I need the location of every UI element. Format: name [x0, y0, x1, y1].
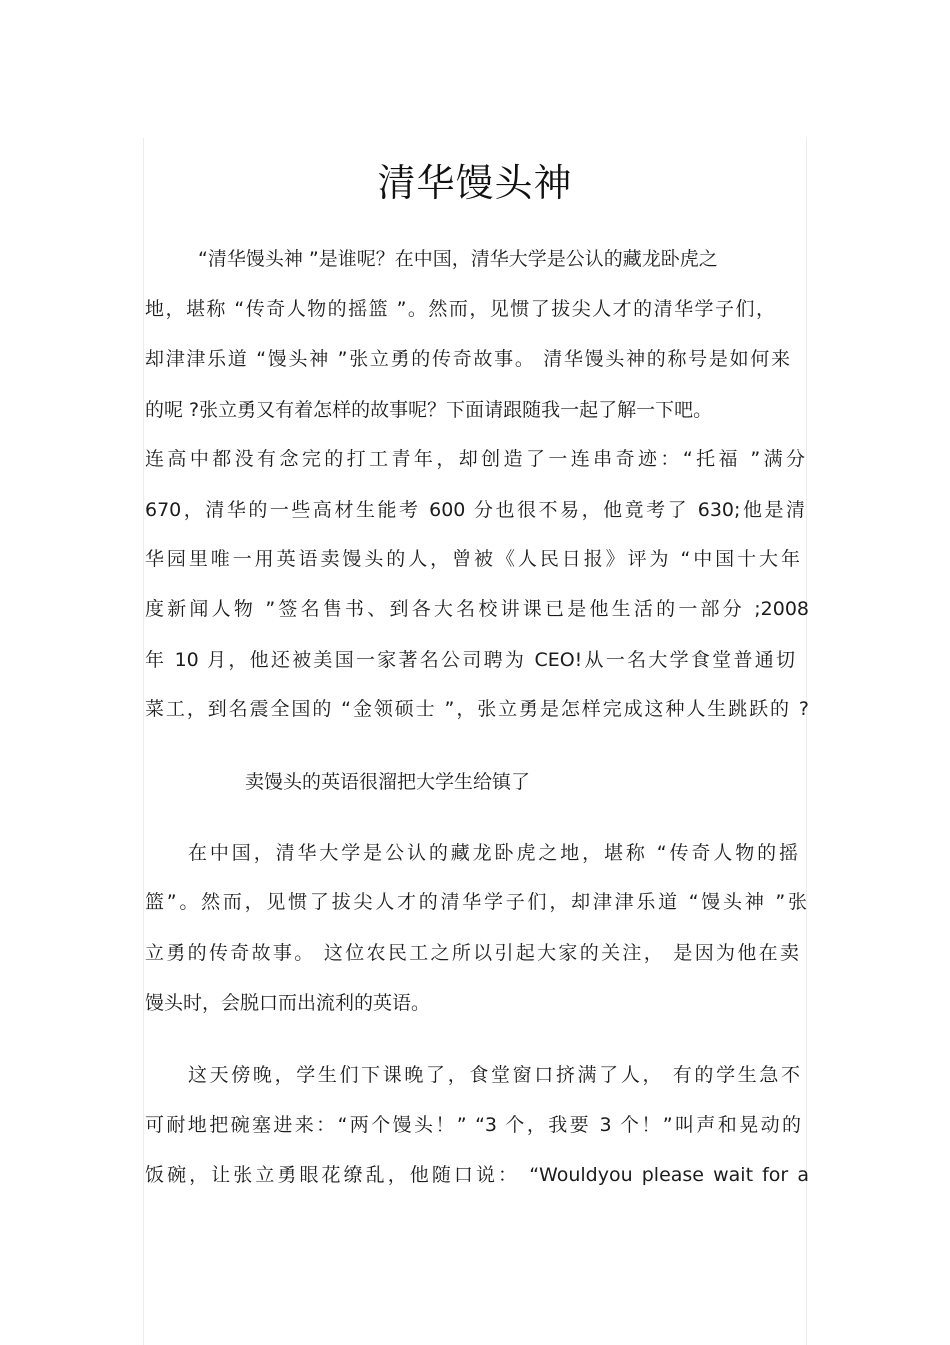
paragraph-line: 饭碗，让张立勇眼花缭乱，他随口说： “Wouldyou please wait for a — [145, 1164, 809, 1186]
paragraph-line: 却津津乐道 “馒头神 ”张立勇的传奇故事。 清华馒头神的称号是如何来 — [145, 348, 790, 370]
section-subheading: 卖馒头的英语很溜把大学生给镇了 — [245, 771, 531, 793]
paragraph-line: 这天傍晚，学生们下课晚了，食堂窗口挤满了人， 有的学生急不 — [188, 1064, 800, 1086]
paragraph-line: 670，清华的一些高材生能考 600 分也很不易，他竟考了 630;他是清 — [145, 499, 805, 521]
paragraph-line: 篮”。然而，见惯了拔尖人才的清华学子们，却津津乐道 “馒头神 ”张 — [145, 891, 807, 913]
paragraph-line: “清华馒头神 ”是谁呢？在中国，清华大学是公认的藏龙卧虎之 — [198, 248, 718, 270]
paragraph-line: 馒头时，会脱口而出流利的英语。 — [145, 992, 431, 1014]
paragraph-line: 菜工，到名震全国的 “金领硕士 ”，张立勇是怎样完成这种人生跳跃的 ? — [145, 698, 809, 720]
paragraph-line: 可耐地把碗塞进来：“两个馒头！” “3 个，我要 3 个！”叫声和晃动的 — [145, 1114, 801, 1136]
paragraph-line: 度新闻人物 ”签名售书、到各大名校讲课已是他生活的一部分 ;2008 — [145, 598, 809, 620]
paragraph-line: 华园里唯一用英语卖馒头的人，曾被《人民日报》评为 “中国十大年 — [145, 548, 800, 570]
paragraph-line: 年 10 月，他还被美国一家著名公司聘为 CEO!从一名大学食堂普通切 — [145, 649, 795, 671]
paragraph-line: 地，堪称 “传奇人物的摇篮 ”。然而，见惯了拔尖人才的清华学子们， — [145, 298, 775, 320]
paragraph-line: 的呢 ?张立勇又有着怎样的故事呢？下面请跟随我一起了解一下吧。 — [145, 399, 713, 421]
paragraph-line: 连高中都没有念完的打工青年，却创造了一连串奇迹：“托福 ”满分 — [145, 448, 805, 470]
document-title: 清华馒头神 — [377, 161, 573, 205]
paragraph-line: 在中国，清华大学是公认的藏龙卧虎之地，堪称 “传奇人物的摇 — [188, 842, 798, 864]
paragraph-line: 立勇的传奇故事。 这位农民工之所以引起大家的关注， 是因为他在卖 — [145, 942, 799, 964]
